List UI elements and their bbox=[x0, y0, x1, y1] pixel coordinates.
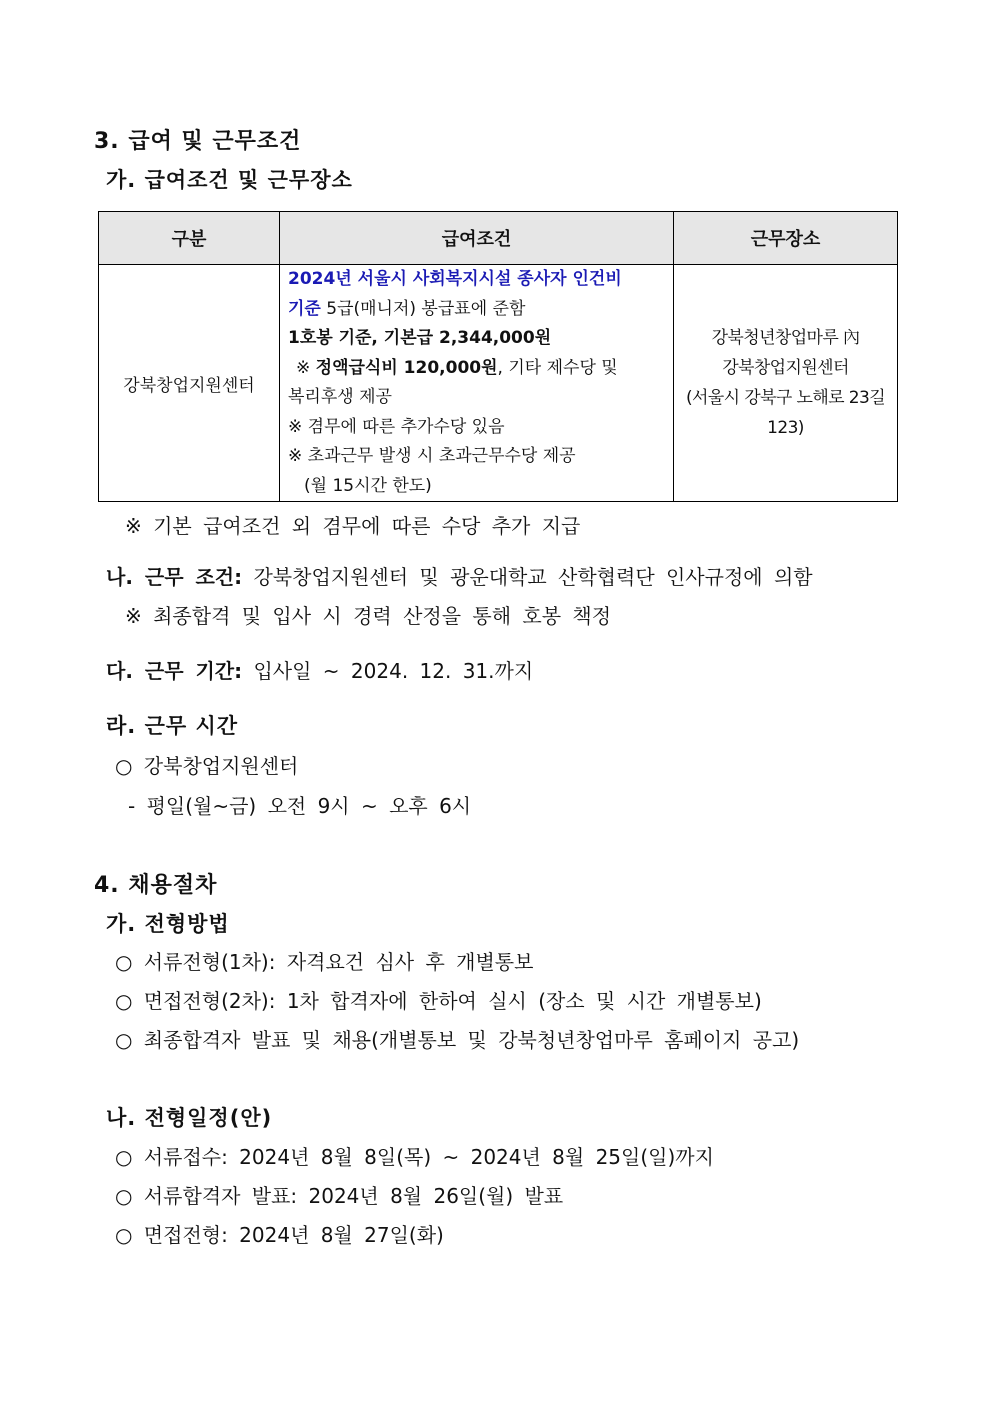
list-item: ○ 서류합격자 발표: 2024년 8월 26일(월) 발표 bbox=[115, 1184, 564, 1208]
pay-line-4-bold: 정액급식비 120,000원 bbox=[315, 357, 498, 378]
selection-method-title: 가. 전형방법 bbox=[106, 912, 230, 936]
pay-line-1: 2024년 서울시 사회복지시설 종사자 인건비 bbox=[288, 269, 622, 289]
list-item: ○ 최종합격자 발표 및 채용(개별통보 및 강북청년창업마루 홈페이지 공고) bbox=[115, 1028, 800, 1052]
table-header-place: 근무장소 bbox=[674, 212, 898, 265]
list-item: ○ 서류전형(1차): 자격요건 심사 후 개별통보 bbox=[115, 950, 534, 974]
pay-line-4 bbox=[288, 354, 665, 384]
work-conditions bbox=[106, 561, 813, 590]
pay-conditions-cell bbox=[280, 265, 674, 502]
section-4-title: 4. 채용절차 bbox=[94, 873, 218, 898]
pay-line-3: 1호봉 기준, 기본급 2,344,000원 bbox=[288, 328, 552, 348]
pay-line-7: ※ 초과근무 발생 시 초과근무수당 제공 bbox=[288, 446, 576, 466]
salary-subsection-title: 가. 급여조건 및 근무장소 bbox=[106, 168, 353, 192]
pay-line-2-blue: 기준 bbox=[288, 298, 321, 319]
work-period-text: 입사일 ~ 2024. 12. 31.까지 bbox=[242, 659, 534, 683]
salary-table bbox=[98, 211, 898, 502]
place-line-1: 강북청년창업마루 內 bbox=[711, 328, 860, 348]
work-place-cell bbox=[674, 265, 898, 502]
pay-line-6: ※ 겸무에 따른 추가수당 있음 bbox=[288, 416, 505, 437]
pay-line-4-rest: , 기타 제수당 및 bbox=[497, 357, 618, 378]
place-line-3: (서울시 강북구 노해로 23길 123) bbox=[685, 388, 886, 438]
table-header-pay: 급여조건 bbox=[280, 212, 674, 265]
list-item: ○ 면접전형(2차): 1차 합격자에 한하여 실시 (장소 및 시간 개별통보) bbox=[115, 989, 762, 1013]
table-row bbox=[99, 265, 898, 502]
pay-line-8: (월 15시간 한도) bbox=[304, 475, 432, 496]
list-item: ○ 면접전형: 2024년 8월 27일(화) bbox=[115, 1223, 444, 1247]
row-label: 강북창업지원센터 bbox=[99, 265, 280, 502]
table-header-category: 구분 bbox=[99, 212, 280, 265]
pay-line-4-prefix: ※ bbox=[296, 357, 316, 378]
work-conditions-text: 강북창업지원센터 및 광운대학교 산학협력단 인사규정에 의함 bbox=[242, 565, 813, 589]
work-hours-detail: - 평일(월~금) 오전 9시 ~ 오후 6시 bbox=[128, 794, 472, 818]
work-period bbox=[106, 655, 533, 684]
work-period-label: 다. 근무 기간: bbox=[106, 659, 243, 683]
pay-line-5: 복리후생 제공 bbox=[288, 387, 392, 407]
table-header-row bbox=[99, 212, 898, 265]
schedule-title: 나. 전형일정(안) bbox=[106, 1106, 273, 1130]
work-conditions-note: ※ 최종합격 및 입사 시 경력 산정을 통해 호봉 책정 bbox=[125, 604, 612, 628]
section-3-title: 3. 급여 및 근무조건 bbox=[94, 129, 302, 154]
salary-note: ※ 기본 급여조건 외 겸무에 따른 수당 추가 지급 bbox=[125, 514, 581, 538]
pay-line-2-rest: 5급(매니저) 봉급표에 준함 bbox=[320, 298, 526, 319]
place-line-2: 강북창업지원센터 bbox=[722, 358, 849, 378]
work-hours-title: 라. 근무 시간 bbox=[106, 714, 239, 738]
list-item: ○ 서류접수: 2024년 8월 8일(목) ~ 2024년 8월 25일(일)까지 bbox=[115, 1145, 714, 1169]
work-hours-item: ○ 강북창업지원센터 bbox=[115, 754, 299, 778]
work-conditions-label: 나. 근무 조건: bbox=[106, 565, 243, 589]
pay-line-2 bbox=[288, 295, 665, 325]
